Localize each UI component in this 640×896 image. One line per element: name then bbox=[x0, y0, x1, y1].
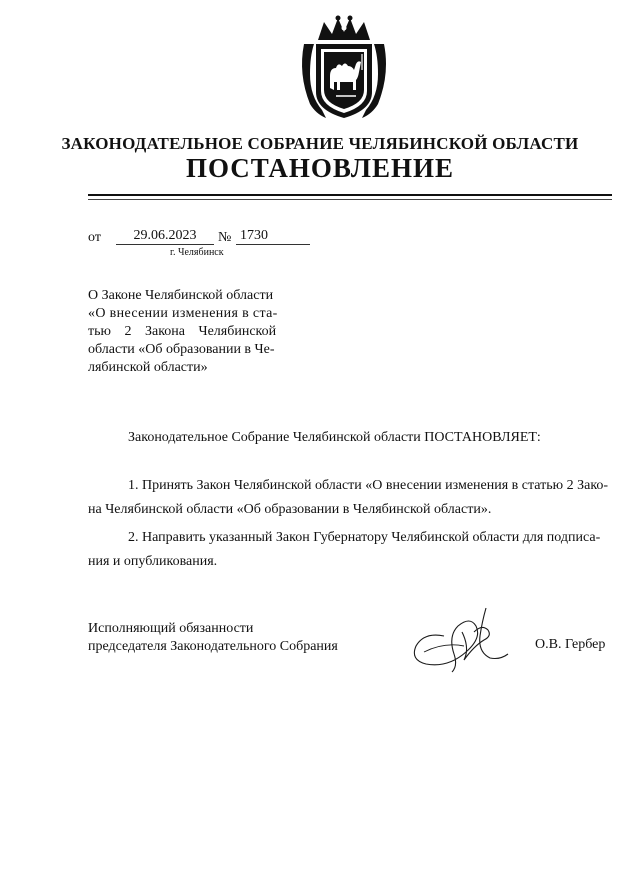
subject-line: лябинской области» bbox=[88, 360, 208, 375]
subject-line: области «Об образовании в Че- bbox=[88, 342, 275, 357]
paragraph-line: 2. Направить указанный Закон Губернатору Челябинской области для подписа- bbox=[128, 530, 601, 545]
handwritten-signature-icon bbox=[404, 602, 514, 674]
date-prefix: от bbox=[88, 230, 101, 245]
paragraph-line: 1. Принять Закон Челябинской области «О внесении изменения в статью 2 Зако- bbox=[128, 478, 609, 493]
paragraph-line: ния и опубликования. bbox=[88, 554, 218, 569]
paragraph-line: на Челябинской области «Об образовании в Челябинской области». bbox=[88, 502, 492, 517]
signer-position bbox=[88, 620, 338, 656]
signer-name: О.В. Гербер bbox=[535, 637, 606, 652]
subject-line: «О внесении изменения в ста- bbox=[88, 306, 278, 321]
document-number: 1730 bbox=[236, 228, 310, 245]
preamble: Законодательное Собрание Челябинской области ПОСТАНОВЛЯЕТ: bbox=[128, 430, 541, 445]
header-divider bbox=[88, 194, 612, 196]
number-sign: № bbox=[218, 230, 232, 245]
signer-position-line: Исполняющий обязанности bbox=[88, 621, 254, 636]
city: г. Челябинск bbox=[170, 247, 224, 258]
subject-line: О Законе Челябинской области bbox=[88, 288, 274, 303]
document-type: ПОСТАНОВЛЕНИЕ bbox=[185, 153, 455, 183]
resolution-point-1 bbox=[88, 474, 612, 522]
subject-line: тью 2 Закона Челябинской bbox=[88, 324, 277, 339]
resolution-point-2 bbox=[88, 526, 612, 574]
header-divider-thin bbox=[88, 199, 612, 200]
organization-name: ЗАКОНОДАТЕЛЬНОЕ СОБРАНИЕ ЧЕЛЯБИНСКОЙ ОБЛАСТИ bbox=[61, 134, 579, 153]
document-subject bbox=[88, 287, 284, 377]
document-date: 29.06.2023 bbox=[116, 228, 214, 245]
signer-position-line: председателя Законодательного Собрания bbox=[88, 639, 338, 654]
coat-of-arms-icon bbox=[296, 14, 392, 122]
